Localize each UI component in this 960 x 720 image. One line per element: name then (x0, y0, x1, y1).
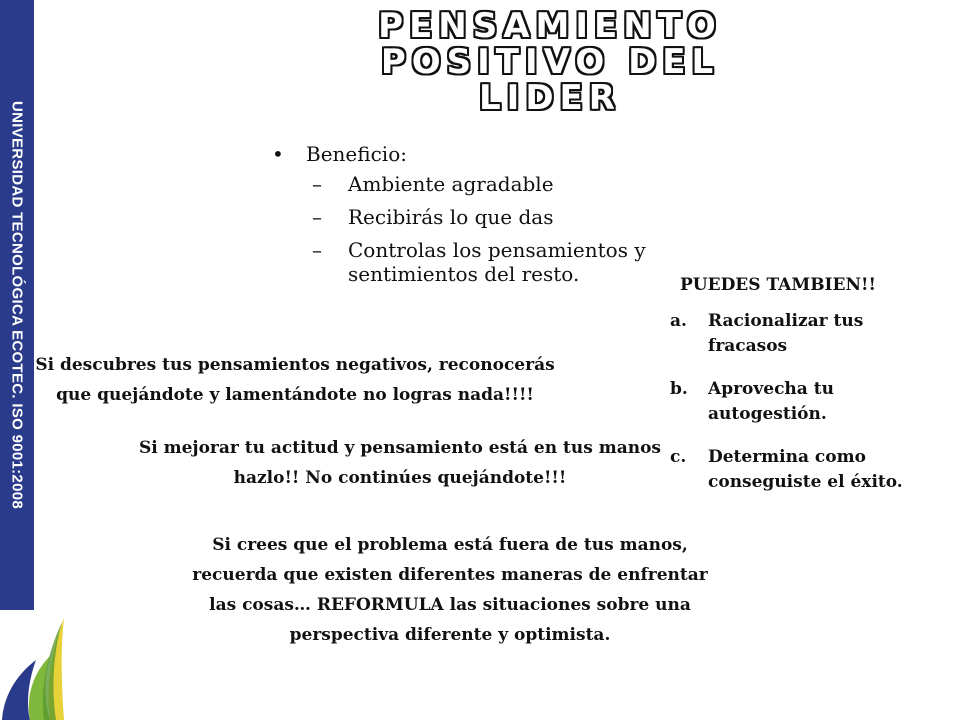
right-panel-list (670, 309, 930, 495)
benefit-list (272, 140, 672, 295)
benefit-item-text: Ambiente agradable (348, 172, 554, 196)
university-vertical-text: UNIVERSIDAD TECNOLÓGICA ECOTEC. ISO 9001:2008 (8, 100, 26, 510)
paragraph-improve-attitude: Si mejorar tu actitud y pensamiento está en tus manos hazlo!! No continúes quejándote!!! (138, 438, 662, 488)
dash-icon: – (312, 205, 322, 229)
list-marker: c. (670, 447, 687, 467)
benefit-item-text: Recibirás lo que das (348, 205, 554, 229)
benefit-item-text: Controlas los pensamientos y sentimientos del resto. (348, 238, 646, 286)
list-item (312, 238, 672, 286)
paragraph-reformulate: Si crees que el problema está fuera de tus manos, recuerda que existen diferentes maneras de enfrentar las cosas… REFORMULA las situaciones sobre una perspectiva diferente y optimista. (192, 535, 708, 645)
benefit-heading-row (272, 140, 672, 168)
list-item (670, 309, 930, 359)
dash-icon: – (312, 238, 322, 262)
benefit-items (272, 172, 672, 286)
benefit-heading: Beneficio: (306, 142, 407, 166)
list-marker: b. (670, 379, 688, 399)
right-item-text: Determina como conseguiste el éxito. (708, 447, 903, 492)
bullet-icon: • (272, 142, 284, 166)
ecotec-leaf-logo-icon (0, 612, 66, 720)
page-title (300, 8, 800, 116)
right-item-text: Aprovecha tu autogestión. (708, 379, 834, 424)
right-panel (670, 275, 930, 513)
dash-icon: – (312, 172, 322, 196)
list-marker: a. (670, 311, 687, 331)
title-line-2: POSITIVO DEL (380, 42, 720, 82)
right-panel-title: PUEDES TAMBIEN!! (680, 275, 876, 295)
list-item (312, 172, 672, 196)
side-bar (0, 0, 34, 610)
title-line-3: LIDER (479, 78, 621, 118)
paragraph-negative-thoughts: Si descubres tus pensamientos negativos, reconocerás que quejándote y lamentándote no logras nada!!!! (35, 355, 555, 405)
list-item (670, 377, 930, 427)
title-line-1: PENSAMIENTO (378, 6, 722, 46)
list-item (312, 205, 672, 229)
right-item-text: Racionalizar tus fracasos (708, 311, 864, 356)
list-item (670, 445, 930, 495)
